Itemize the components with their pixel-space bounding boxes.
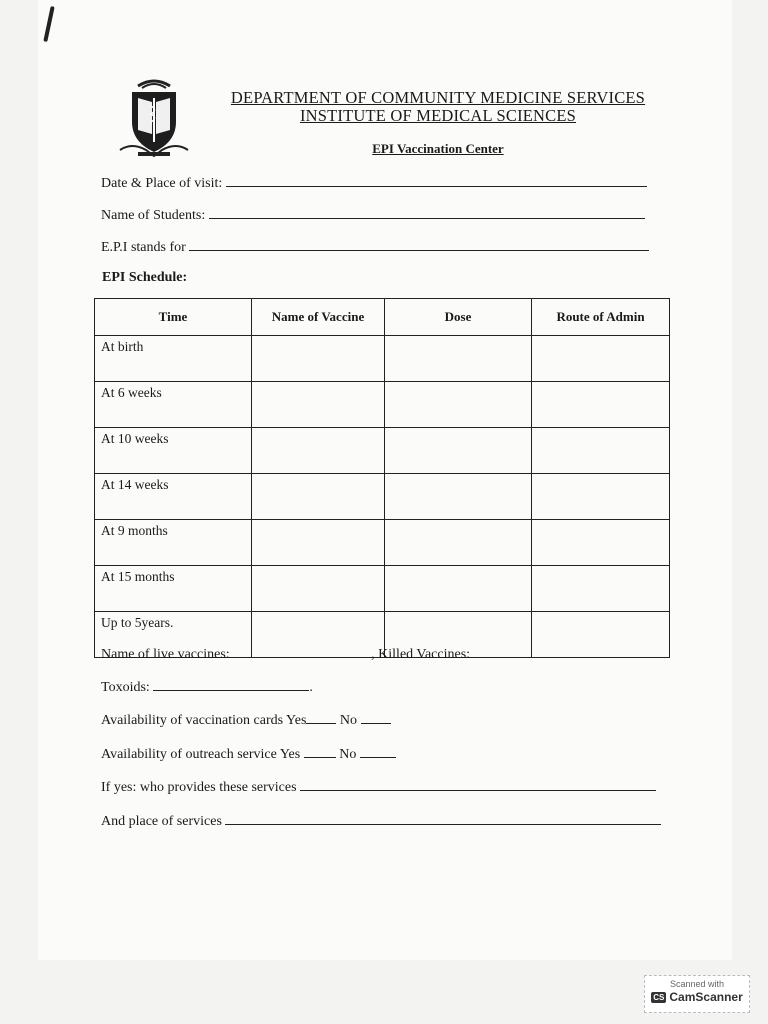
header-time: Time [95, 299, 252, 336]
route-cell[interactable] [532, 520, 670, 566]
place-services-label: And place of services [101, 814, 222, 829]
institute-title: INSTITUTE OF MEDICAL SCIENCES [299, 106, 577, 125]
dose-cell[interactable] [385, 566, 532, 612]
epi-stands-field[interactable] [189, 238, 649, 251]
vaccine-cell[interactable] [252, 566, 385, 612]
scanned-with-text: Scanned with [669, 979, 725, 989]
department-title: DEPARTMENT OF COMMUNITY MEDICINE SERVICES [230, 88, 646, 107]
outreach-yes-field[interactable] [304, 745, 336, 758]
epi-schedule-table [94, 298, 670, 658]
place-row [101, 812, 661, 830]
toxoids-label: Toxoids: [101, 680, 150, 695]
vaccine-cell[interactable] [252, 336, 385, 382]
dose-cell[interactable] [385, 520, 532, 566]
table-row [95, 520, 670, 566]
table-row [95, 382, 670, 428]
header-route: Route of Admin [532, 299, 670, 336]
row-time-label: At 15 months [95, 566, 252, 612]
live-vaccines-field[interactable] [233, 645, 371, 658]
cards-row [101, 711, 391, 729]
toxoids-field[interactable] [153, 678, 309, 691]
table-row [95, 428, 670, 474]
cards-label: Availability of vaccination cards [101, 713, 284, 728]
live-killed-row [101, 645, 634, 663]
row-time-label: Up to 5years. [95, 612, 252, 658]
outreach-label: Availability of outreach service [101, 747, 277, 762]
row-time-label: At birth [95, 336, 252, 382]
cards-no-field[interactable] [361, 711, 391, 724]
schedule-title: EPI Schedule: [102, 270, 188, 285]
cards-yes-field[interactable] [306, 711, 336, 724]
epi-stands-row [101, 238, 649, 256]
outreach-yes-label: Yes [279, 747, 301, 762]
camscanner-name: CamScanner [669, 990, 743, 1004]
route-cell[interactable] [532, 474, 670, 520]
row-time-label: At 9 months [95, 520, 252, 566]
outreach-no-label: No [339, 747, 357, 762]
date-place-label: Date & Place of visit: [101, 176, 223, 191]
vaccine-cell[interactable] [252, 474, 385, 520]
place-services-field[interactable] [225, 812, 661, 825]
row-time-label: At 10 weeks [95, 428, 252, 474]
students-row [101, 206, 645, 224]
institute-logo [108, 76, 200, 162]
header-vaccine: Name of Vaccine [252, 299, 385, 336]
live-vaccines-label: Name of live vaccines: [101, 647, 230, 662]
outreach-no-field[interactable] [360, 745, 396, 758]
vaccine-cell[interactable] [252, 520, 385, 566]
table-row [95, 566, 670, 612]
who-provides-field[interactable] [300, 778, 656, 791]
camscanner-watermark [644, 975, 750, 1013]
dose-cell[interactable] [385, 428, 532, 474]
date-place-row [101, 174, 647, 192]
route-cell[interactable] [532, 428, 670, 474]
date-place-field[interactable] [226, 174, 647, 187]
cards-yes-label: Yes [286, 713, 307, 728]
live-separator: , [371, 647, 375, 662]
epi-stands-label: E.P.I stands for [101, 240, 186, 255]
dose-cell[interactable] [385, 382, 532, 428]
camscanner-brand [645, 990, 749, 1004]
route-cell[interactable] [532, 566, 670, 612]
vaccine-cell[interactable] [252, 428, 385, 474]
row-time-label: At 14 weeks [95, 474, 252, 520]
table-header-row [95, 299, 670, 336]
center-title: EPI Vaccination Center [372, 141, 504, 156]
killed-vaccines-field[interactable] [474, 645, 634, 658]
toxoids-end: . [309, 680, 313, 695]
table-row [95, 474, 670, 520]
students-field[interactable] [209, 206, 645, 219]
who-provides-label: If yes: who provides these services [101, 780, 297, 795]
toxoids-row [101, 678, 313, 696]
table-row [95, 336, 670, 382]
who-row [101, 778, 656, 796]
route-cell[interactable] [532, 336, 670, 382]
students-label: Name of Students: [101, 208, 206, 223]
dose-cell[interactable] [385, 336, 532, 382]
cards-no-label: No [339, 713, 358, 728]
route-cell[interactable] [532, 382, 670, 428]
vaccine-cell[interactable] [252, 382, 385, 428]
row-time-label: At 6 weeks [95, 382, 252, 428]
dose-cell[interactable] [385, 474, 532, 520]
outreach-row [101, 745, 396, 763]
killed-vaccines-label: Killed Vaccines: [378, 647, 471, 662]
camscanner-icon: CS [653, 993, 665, 1002]
header-dose: Dose [385, 299, 532, 336]
